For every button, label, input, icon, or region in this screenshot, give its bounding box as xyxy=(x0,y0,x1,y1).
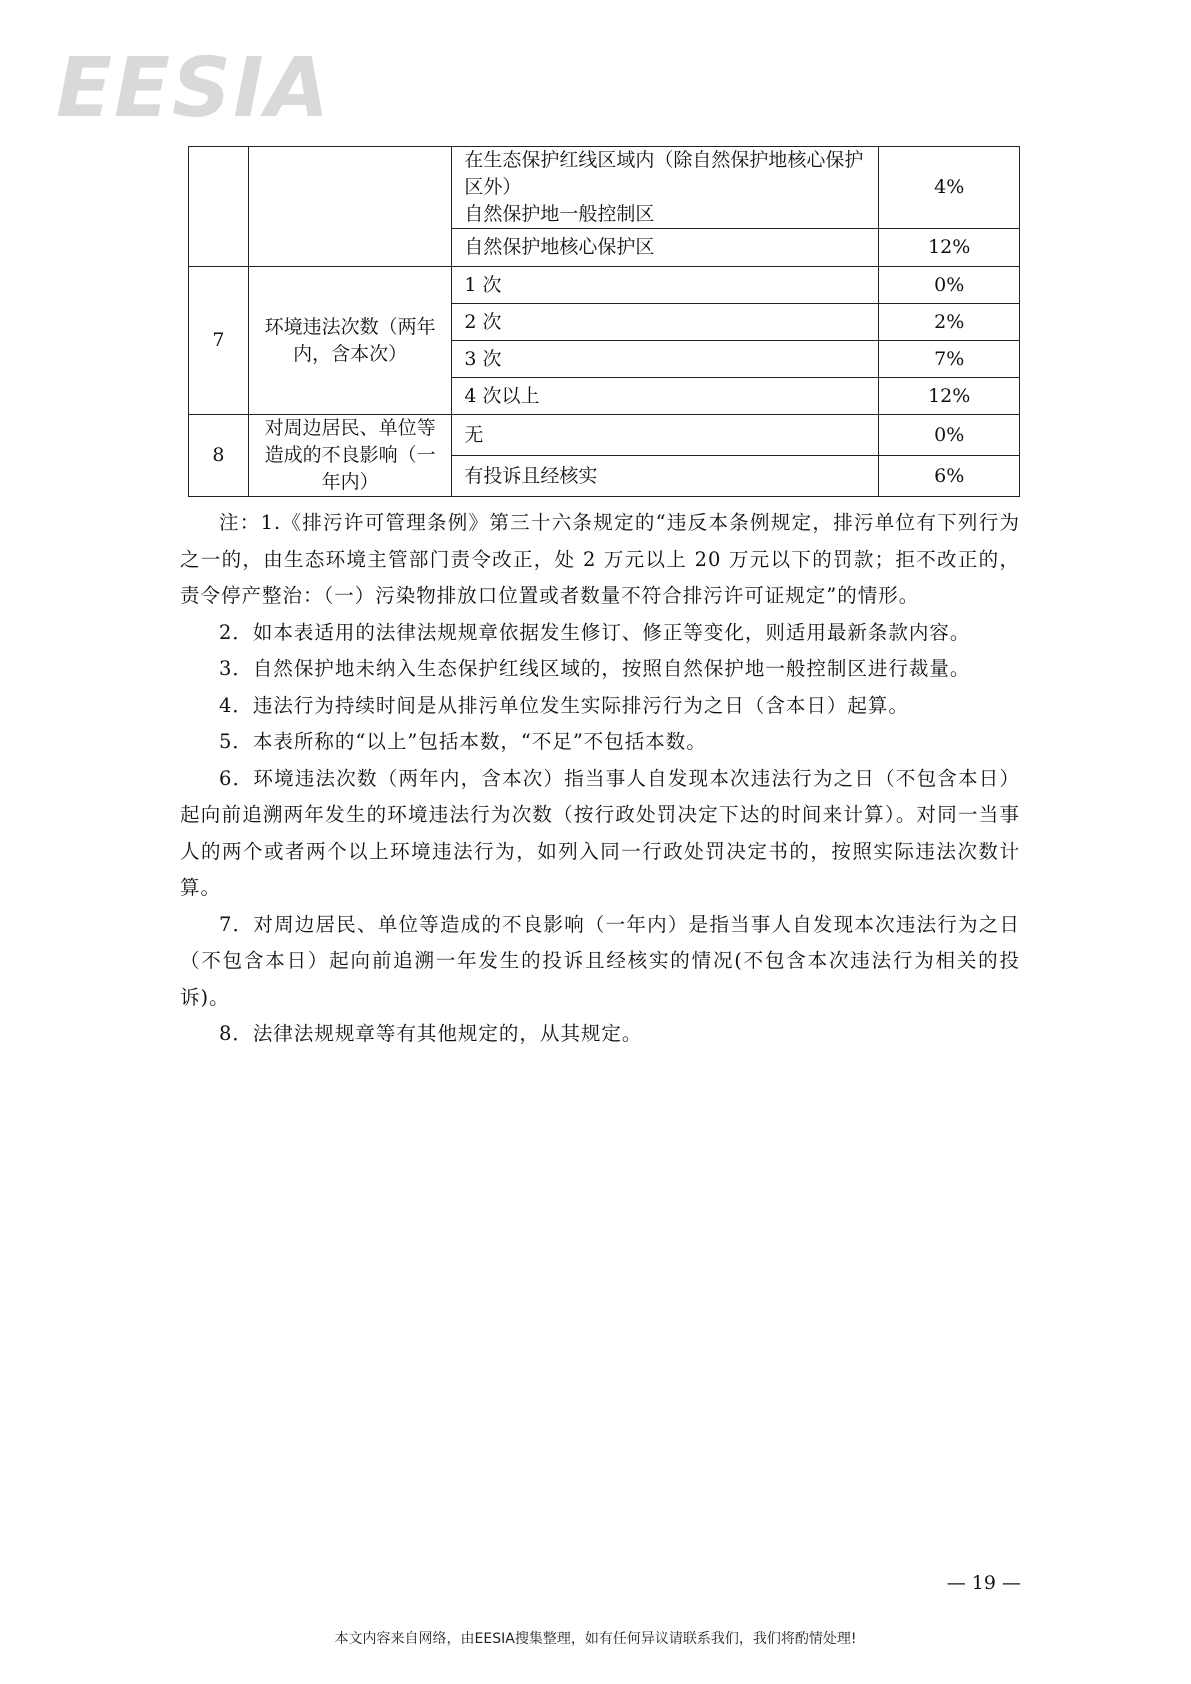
table-cell-condition: 自然保护地核心保护区 xyxy=(452,229,879,267)
table-cell-no xyxy=(189,147,249,267)
note-paragraph: 8．法律法规规章等有其他规定的，从其规定。 xyxy=(219,1022,643,1045)
table-cell-condition: 在生态保护红线区域内（除自然保护地核心保护区外） 自然保护地一般控制区 xyxy=(452,147,879,229)
table-cell-condition: 有投诉且经核实 xyxy=(452,456,879,497)
table-cell-value: 7% xyxy=(879,341,1020,378)
table-cell-factor: 环境违法次数（两年内，含本次） xyxy=(248,267,452,415)
note-paragraph: 5．本表所称的“以上”包括本数，“不足”不包括本数。 xyxy=(219,730,707,753)
eesia-logo: EESIA xyxy=(56,41,332,136)
table-cell-value: 2% xyxy=(879,304,1020,341)
table-row xyxy=(189,147,1020,229)
table-cell-condition: 2 次 xyxy=(452,304,879,341)
table-cell-condition: 1 次 xyxy=(452,267,879,304)
note-paragraph: 注：1.《排污许可管理条例》第三十六条规定的“违反本条例规定，排污单位有下列行为之一的，由生态环境主管部门责令改正，处 2 万元以上 20 万元以下的罚款；拒不改正的，责令停产整治：（一）污染物排放口位置或者数量不符合排污许可证规定”的情形。 xyxy=(180,511,1020,607)
table-cell-value: 12% xyxy=(879,229,1020,267)
table-cell-condition: 3 次 xyxy=(452,341,879,378)
table-row xyxy=(189,415,1020,456)
table-cell-value: 0% xyxy=(879,415,1020,456)
page-number: — 19 — xyxy=(946,1572,1021,1594)
table-cell-factor xyxy=(248,147,452,267)
table-notes xyxy=(180,505,1020,1053)
table-row xyxy=(189,267,1020,304)
table-cell-value: 6% xyxy=(879,456,1020,497)
table-cell-no: 8 xyxy=(189,415,249,497)
table-cell-factor: 对周边居民、单位等造成的不良影响（一年内） xyxy=(248,415,452,497)
table-cell-no: 7 xyxy=(189,267,249,415)
table-cell-condition: 无 xyxy=(452,415,879,456)
note-paragraph: 7．对周边居民、单位等造成的不良影响（一年内）是指当事人自发现本次违法行为之日（不包含本日）起向前追溯一年发生的投诉且经核实的情况(不包含本次违法行为相关的投诉)。 xyxy=(180,912,1020,1009)
penalty-table xyxy=(188,146,1020,497)
footer-disclaimer: 本文内容来自网络，由EESIA搜集整理，如有任何异议请联系我们，我们将酌情处理! xyxy=(334,1631,857,1647)
note-paragraph: 3．自然保护地未纳入生态保护红线区域的，按照自然保护地一般控制区进行裁量。 xyxy=(219,657,971,680)
table-cell-value: 12% xyxy=(879,378,1020,415)
table-cell-value: 0% xyxy=(879,267,1020,304)
table-cell-condition: 4 次以上 xyxy=(452,378,879,415)
note-paragraph: 2．如本表适用的法律法规规章依据发生修订、修正等变化，则适用最新条款内容。 xyxy=(219,620,971,644)
note-paragraph: 4．违法行为持续时间是从排污单位发生实际排污行为之日（含本日）起算。 xyxy=(219,693,909,717)
table-cell-value: 4% xyxy=(879,147,1020,229)
note-paragraph: 6．环境违法次数（两年内，含本次）指当事人自发现本次违法行为之日（不包含本日）起向前追溯两年发生的环境违法行为次数（按行政处罚决定下达的时间来计算）。对同一当事人的两个或者两个以上环境违法行为，如列入同一行政处罚决定书的，按照实际违法次数计算。 xyxy=(180,766,1020,899)
